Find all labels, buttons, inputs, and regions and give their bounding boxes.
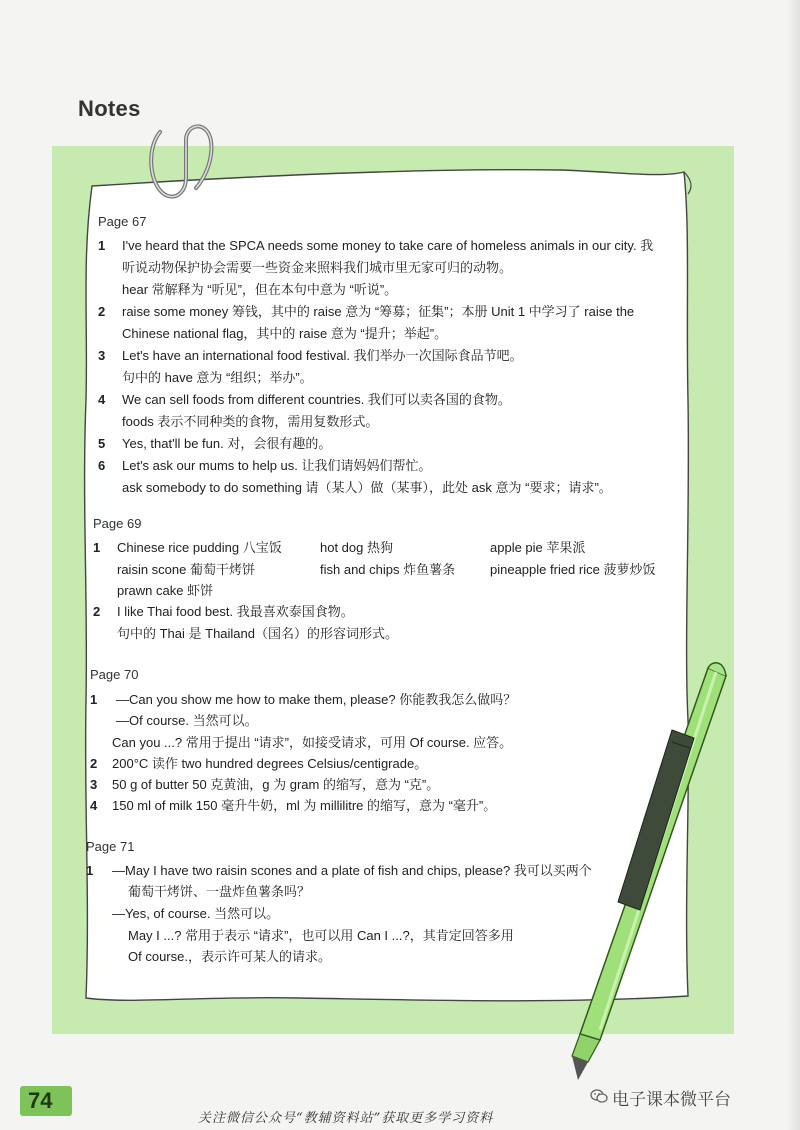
item-number: 6: [98, 458, 106, 473]
note-line: 50 g of butter 50 克黄油，g 为 gram 的缩写，意为 “克”。: [112, 777, 440, 792]
item-number: 2: [93, 604, 101, 619]
note-line: —Yes, of course. 当然可以。: [112, 906, 280, 921]
item-number: 1: [93, 540, 101, 555]
item-number: 1: [90, 692, 98, 707]
note-line: —May I have two raisin scones and a plate of fish and chips, please? 我可以买两个: [112, 863, 592, 878]
note-line: ask somebody to do something 请（某人）做（某事），此处 ask 意为 “要求；请求”。: [122, 480, 612, 495]
note-line: 听说动物保护协会需要一些资金来照料我们城市里无家可归的动物。: [122, 260, 513, 275]
note-line: 句中的 have 意为 “组织；举办”。: [122, 370, 313, 385]
section-title-page-70: Page 70: [90, 667, 139, 682]
note-line: hear 常解释为 “听见”，但在本句中意为 “听说”。: [122, 282, 398, 297]
wechat-icon: [590, 1088, 608, 1104]
section-title-page-71: Page 71: [86, 839, 135, 854]
vocab-item: prawn cake 虾饼: [117, 583, 214, 598]
vocab-item: hot dog 热狗: [320, 540, 393, 555]
note-line: Of course.，表示许可某人的请求。: [128, 949, 331, 964]
section-title-page-67: Page 67: [98, 214, 147, 229]
note-line: Can you ...? 常用于提出 “请求”，如接受请求，可用 Of course. 应答。: [112, 735, 513, 750]
note-line: 葡萄干烤饼、一盘炸鱼薯条吗？: [128, 884, 311, 899]
note-line: 句中的 Thai 是 Thailand（国名）的形容词形式。: [117, 626, 398, 641]
page-number: 74: [28, 1088, 53, 1113]
note-line: Yes, that'll be fun. 对，会很有趣的。: [122, 436, 332, 451]
note-line: raise some money 筹钱，其中的 raise 意为 “筹募；征集”；本册 Unit 1 中学习了 raise the: [122, 304, 635, 319]
note-line: Chinese national flag，其中的 raise 意为 “提升；举起”。: [122, 326, 448, 341]
note-line: I like Thai food best. 我最喜欢泰国食物。: [117, 604, 354, 619]
vocab-item: Chinese rice pudding 八宝饭: [117, 540, 282, 555]
note-line: —Can you show me how to make them, please? 你能教我怎么做吗？: [116, 692, 517, 707]
item-number: 3: [90, 777, 98, 792]
note-line: Let's ask our mums to help us. 让我们请妈妈们帮忙。: [122, 458, 432, 473]
section-title-page-69: Page 69: [93, 516, 142, 531]
watermark-text: 电子课本微平台: [612, 1090, 731, 1109]
item-number: 3: [98, 348, 106, 363]
note-line: foods 表示不同种类的食物，需用复数形式。: [122, 414, 379, 429]
item-number: 4: [98, 392, 106, 407]
note-line: 150 ml of milk 150 毫升牛奶，ml 为 millilitre 的缩写，意为 “毫升”。: [112, 798, 497, 813]
note-line: 200°C 读作 two hundred degrees Celsius/centigrade。: [112, 756, 428, 771]
vocab-item: fish and chips 炸鱼薯条: [320, 562, 456, 577]
note-line: I've heard that the SPCA needs some money to take care of homeless animals in our city. 我: [122, 238, 654, 253]
item-number: 2: [90, 756, 98, 771]
item-number: 1: [98, 238, 106, 253]
note-line: Let's have an international food festival. 我们举办一次国际食品节吧。: [122, 348, 523, 363]
note-line: —Of course. 当然可以。: [116, 713, 258, 728]
note-line: May I ...? 常用于表示 “请求”，也可以用 Can I ...?，其肯定回答多用: [128, 928, 514, 943]
item-number: 2: [98, 304, 106, 319]
vocab-item: apple pie 苹果派: [490, 540, 586, 555]
item-number: 5: [98, 436, 106, 451]
footer-caption: 关注微信公众号“教辅资料站”获取更多学习资料: [198, 1111, 494, 1126]
page-title: Notes: [78, 96, 141, 121]
item-number: 4: [90, 798, 98, 813]
vocab-item: raisin scone 葡萄干烤饼: [117, 562, 255, 577]
item-number: 1: [86, 863, 94, 878]
note-line: We can sell foods from different countries. 我们可以卖各国的食物。: [122, 392, 511, 407]
vocab-item: pineapple fried rice 菠萝炒饭: [490, 562, 656, 577]
